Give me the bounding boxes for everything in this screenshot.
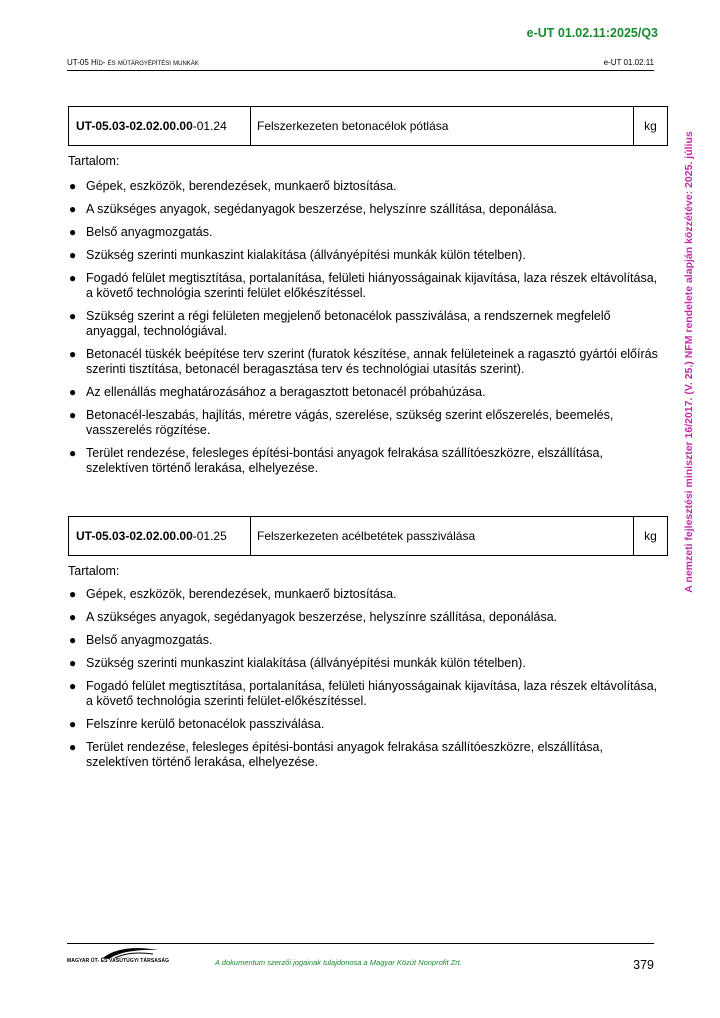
list-item: ● Gépek, eszközök, berendezések, munkaerő biztosítása. bbox=[69, 587, 397, 601]
list-item: ● Fogadó felület megtisztítása, portalanítása, felületi hiányosságainak kijavítása, laza részek eltávolítása, a követő technológia szerinti felület előkészítéssel. bbox=[69, 271, 658, 300]
page-number: 379 bbox=[633, 958, 654, 972]
list-item: ● A szükséges anyagok, segédanyagok beszerzése, helyszínre szállítása, deponálása. bbox=[69, 202, 558, 216]
list-item: ● A szükséges anyagok, segédanyagok beszerzése, helyszínre szállítása, deponálása. bbox=[69, 610, 558, 624]
bullet-icon: ● bbox=[69, 248, 77, 262]
bullet-icon: ● bbox=[69, 740, 77, 754]
bullet-icon: ● bbox=[69, 271, 77, 285]
list-item: ● Terület rendezése, felesleges építési-bontási anyagok felrakása szállítóeszközre, elszállítása, szelektíven történő lerakása, elhelyezése. bbox=[69, 446, 603, 475]
list-item: ● Fogadó felület megtisztítása, portalanítása, felületi hiányosságainak kijavítása, laza részek eltávolítása, a követő technológia szerinti felület-előkészítéssel. bbox=[69, 679, 658, 708]
content-list bbox=[68, 587, 658, 778]
item-unit: kg bbox=[644, 529, 657, 543]
logo-text: MAGYAR ÚT- ÉS VASÚTÜGYI TÁRSASÁG bbox=[67, 958, 170, 964]
item-code bbox=[69, 517, 251, 555]
content-label: Tartalom: bbox=[68, 154, 120, 168]
list-item: ● Szükség szerint a régi felületen megjelenő betonacélok passziválása, a rendszernek megfelelő anyaggal, technológiával. bbox=[69, 309, 611, 338]
item-code bbox=[69, 107, 251, 145]
list-item: ● Terület rendezése, felesleges építési-bontási anyagok felrakása szállítóeszközre, elszállítása, szelektíven történő lerakása, elhelyezése. bbox=[69, 740, 603, 769]
bullet-icon: ● bbox=[69, 309, 77, 323]
item-title: Felszerkezeten acélbetétek passziválása bbox=[251, 517, 634, 555]
bullet-icon: ● bbox=[69, 633, 77, 647]
document-code: e-UT 01.02.11:2025/Q3 bbox=[526, 26, 658, 40]
list-item: ● Az ellenállás meghatározásához a beragasztott betonacél próbahúzása. bbox=[69, 385, 486, 399]
item-header-table bbox=[68, 106, 668, 146]
list-item: ● Szükség szerinti munkaszint kialakítása (állványépítési munkák külön tételben). bbox=[69, 656, 526, 670]
running-header bbox=[67, 58, 654, 71]
bullet-icon: ● bbox=[69, 587, 77, 601]
list-item: ● Betonacél-leszabás, hajlítás, méretre vágás, szerelése, szükség szerint előszerelés, beemelés, vasszerelés rögzítése. bbox=[69, 408, 614, 437]
footer-divider bbox=[67, 943, 654, 944]
bullet-icon: ● bbox=[69, 717, 77, 731]
list-item: ● Gépek, eszközök, berendezések, munkaerő biztosítása. bbox=[69, 179, 397, 193]
bullet-icon: ● bbox=[69, 679, 77, 693]
bullet-icon: ● bbox=[69, 656, 77, 670]
item-code-suffix: -01.24 bbox=[192, 119, 227, 133]
list-item: ● Szükség szerinti munkaszint kialakítása (állványépítési munkák külön tételben). bbox=[69, 248, 526, 262]
list-item: ● Betonacél tüskék beépítése terv szerint (furatok készítése, annak felületeinek a ragasztó gyártói előírás szerinti tisztítása, betonacél beragasztása terv és technológiai utasítás szerint). bbox=[69, 347, 658, 376]
bullet-icon: ● bbox=[69, 347, 77, 361]
list-item: ● Belső anyagmozgatás. bbox=[69, 225, 213, 239]
bullet-icon: ● bbox=[69, 610, 77, 624]
item-code-main: UT-05.03-02.02.00.00 bbox=[76, 119, 193, 133]
list-item: ● Felszínre kerülő betonacélok passziválása. bbox=[69, 717, 325, 731]
bullet-icon: ● bbox=[69, 385, 77, 399]
bullet-icon: ● bbox=[69, 408, 77, 422]
sidenote-text: A nemzeti fejlesztési miniszter 16/2017. (V. 25.) NFM rendelete alapján közzétéve: 2025. július bbox=[683, 131, 695, 593]
bullet-icon: ● bbox=[69, 202, 77, 216]
item-title: Felszerkezeten betonacélok pótlása bbox=[251, 107, 634, 145]
content-label: Tartalom: bbox=[68, 564, 120, 578]
running-header-right: e-UT 01.02.11 bbox=[603, 58, 654, 67]
item-code-main: UT-05.03-02.02.00.00 bbox=[76, 529, 193, 543]
copyright-notice: A dokumentum szerzői jogainak tulajdonosa a Magyar Közút Nonprofit Zrt. bbox=[215, 958, 462, 967]
list-item: ● Belső anyagmozgatás. bbox=[69, 633, 213, 647]
running-header-left: UT-05 Híd- és műtárgyépítési munkák bbox=[67, 58, 199, 67]
content-list bbox=[68, 179, 658, 484]
item-code-suffix: -01.25 bbox=[192, 529, 227, 543]
bullet-icon: ● bbox=[69, 225, 77, 239]
bullet-icon: ● bbox=[69, 446, 77, 460]
footer-logo bbox=[67, 946, 170, 968]
item-unit: kg bbox=[644, 119, 657, 133]
publication-sidenote bbox=[684, 97, 694, 627]
bullet-icon: ● bbox=[69, 179, 77, 193]
item-header-table bbox=[68, 516, 668, 556]
